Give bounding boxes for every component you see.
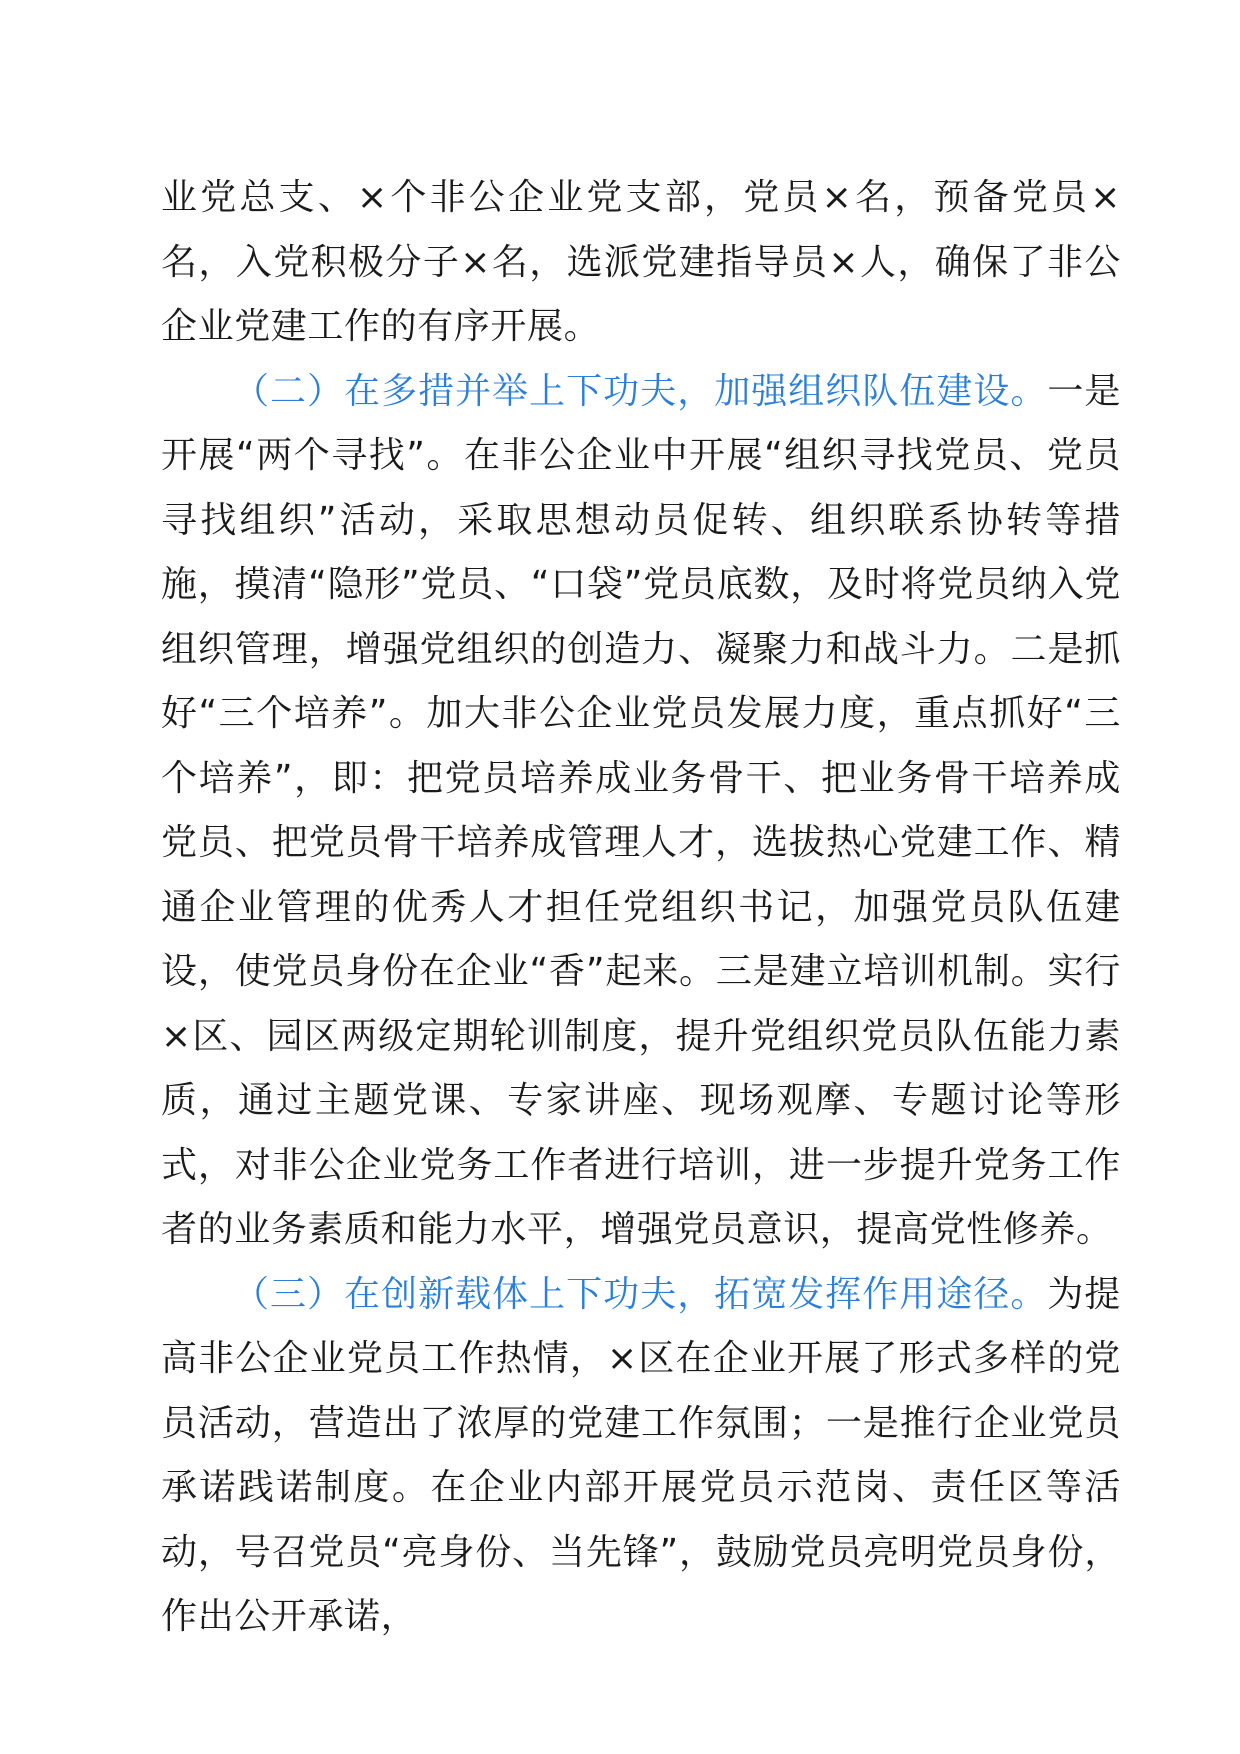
section-heading-two: （二）在多措并举上下功夫，加强组织队伍建设。 [233, 370, 1048, 412]
paragraph-section-two [161, 360, 1121, 1263]
paragraph-continuation [161, 166, 1121, 360]
paragraph-section-three [161, 1263, 1121, 1650]
paragraph-body: 业党总支、×个非公企业党支部，党员×名，预备党员×名，入党积极分子×名，选派党建指导员×人，确保了非公企业党建工作的有序开展。 [161, 177, 1121, 347]
section-heading-three: （三）在创新载体上下功夫，拓宽发挥作用途径。 [233, 1273, 1048, 1315]
document-page [161, 166, 1121, 1650]
paragraph-body: 一是开展“两个寻找”。在非公企业中开展“组织寻找党员、党员寻找组织”活动，采取思想动员促转、组织联系协转等措施，摸清“隐形”党员、“口袋”党员底数，及时将党员纳入党组织管理，增强党组织的创造力、凝聚力和战斗力。二是抓好“三个培养”。加大非公企业党员发展力度，重点抓好“三个培养”，即：把党员培养成业务骨干、把业务骨干培养成党员、把党员骨干培养成管理人才，选拔热心党建工作、精通企业管理的优秀人才担任党组织书记，加强党员队伍建设，使党员身份在企业“香”起来。三是建立培训机制。实行×区、园区两级定期轮训制度，提升党组织党员队伍能力素质，通过主题党课、专家讲座、现场观摩、专题讨论等形式，对非公企业党务工作者进行培训，进一步提升党务工作者的业务素质和能力水平，增强党员意识，提高党性修养。 [161, 370, 1122, 1250]
paragraph-body: 为提高非公企业党员工作热情，×区在企业开展了形式多样的党员活动，营造出了浓厚的党建工作氛围；一是推行企业党员承诺践诺制度。在企业内部开展党员示范岗、责任区等活动，号召党员“亮身份、当先锋”，鼓励党员亮明党员身份，作出公开承诺， [161, 1273, 1122, 1637]
